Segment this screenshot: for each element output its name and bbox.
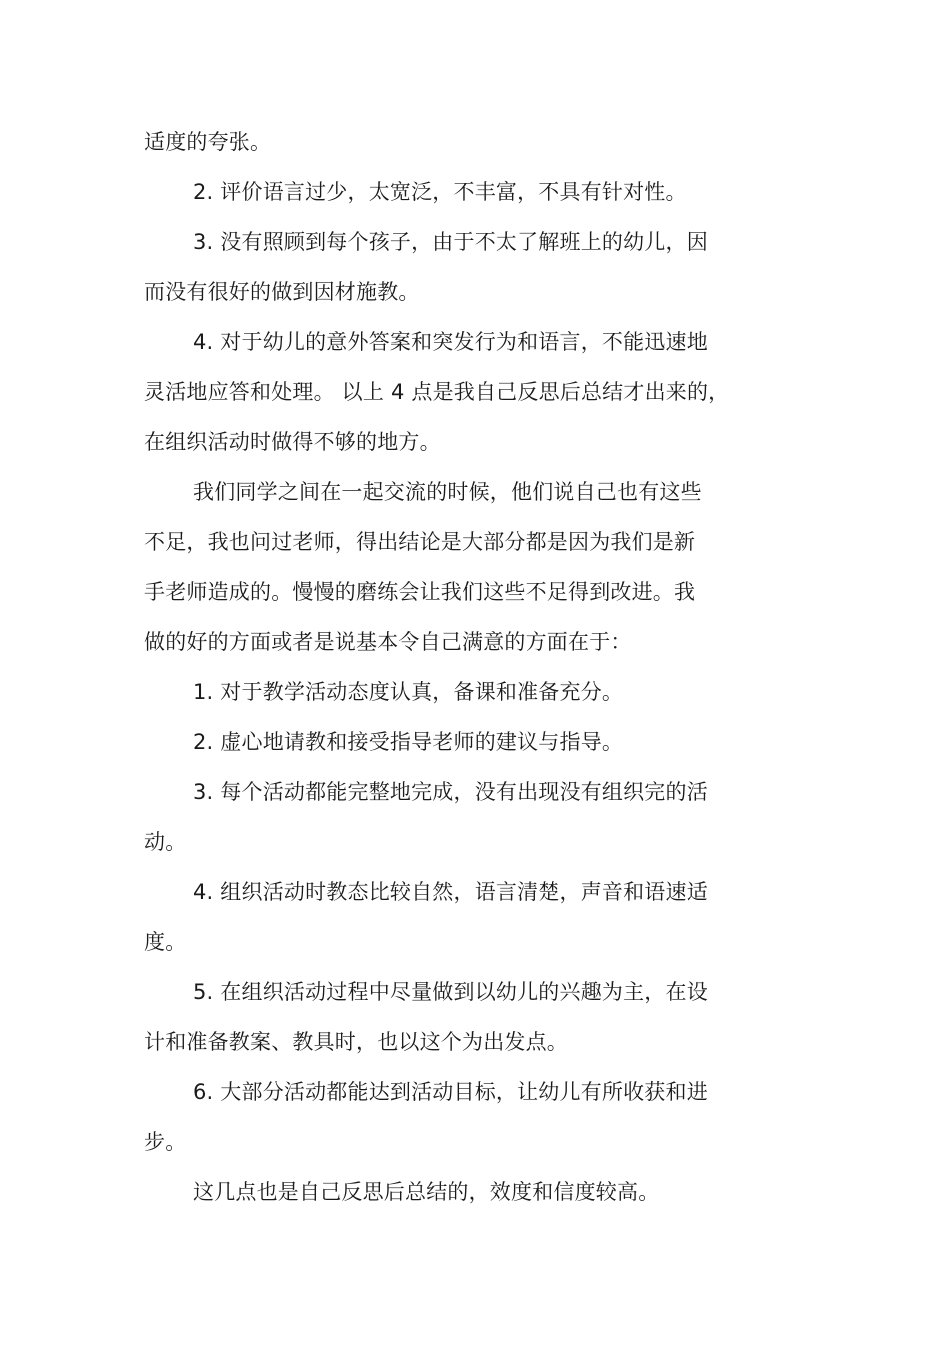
text-line: 2. 评价语言过少，太宽泛，不丰富，不具有针对性。 <box>193 180 687 204</box>
text-line: 6. 大部分活动都能达到活动目标，让幼儿有所收获和进 <box>193 1080 708 1104</box>
text-line: 4. 对于幼儿的意外答案和突发行为和语言，不能迅速地 <box>193 330 708 354</box>
text-line: 度。 <box>144 930 187 954</box>
text-line: 做的好的方面或者是说基本令自己满意的方面在于： <box>144 630 632 654</box>
text-line: 3. 没有照顾到每个孩子，由于不太了解班上的幼儿，因 <box>193 230 708 254</box>
text-line: 3. 每个活动都能完整地完成，没有出现没有组织完的活 <box>193 780 708 804</box>
text-line: 不足，我也问过老师，得出结论是大部分都是因为我们是新 <box>144 530 696 554</box>
text-line: 适度的夸张。 <box>144 130 272 154</box>
text-line: 这几点也是自己反思后总结的，效度和信度较高。 <box>193 1180 660 1204</box>
text-line: 5. 在组织活动过程中尽量做到以幼儿的兴趣为主，在设 <box>193 980 708 1004</box>
text-line: 1. 对于教学活动态度认真，备课和准备充分。 <box>193 680 624 704</box>
text-line: 灵活地应答和处理。 以上 4 点是我自己反思后总结才出来的， <box>144 380 730 404</box>
text-line: 我们同学之间在一起交流的时候，他们说自己也有这些 <box>193 480 702 504</box>
text-line: 而没有很好的做到因材施教。 <box>144 280 420 304</box>
text-line: 手老师造成的。慢慢的磨练会让我们这些不足得到改进。我 <box>144 580 696 604</box>
text-line: 动。 <box>144 830 187 854</box>
text-line: 4. 组织活动时教态比较自然，语言清楚，声音和语速适 <box>193 880 708 904</box>
text-line: 计和准备教案、教具时，也以这个为出发点。 <box>144 1030 568 1054</box>
text-line: 2. 虚心地请教和接受指导老师的建议与指导。 <box>193 730 624 754</box>
text-line: 在组织活动时做得不够的地方。 <box>144 430 441 454</box>
text-line: 步。 <box>144 1130 187 1154</box>
